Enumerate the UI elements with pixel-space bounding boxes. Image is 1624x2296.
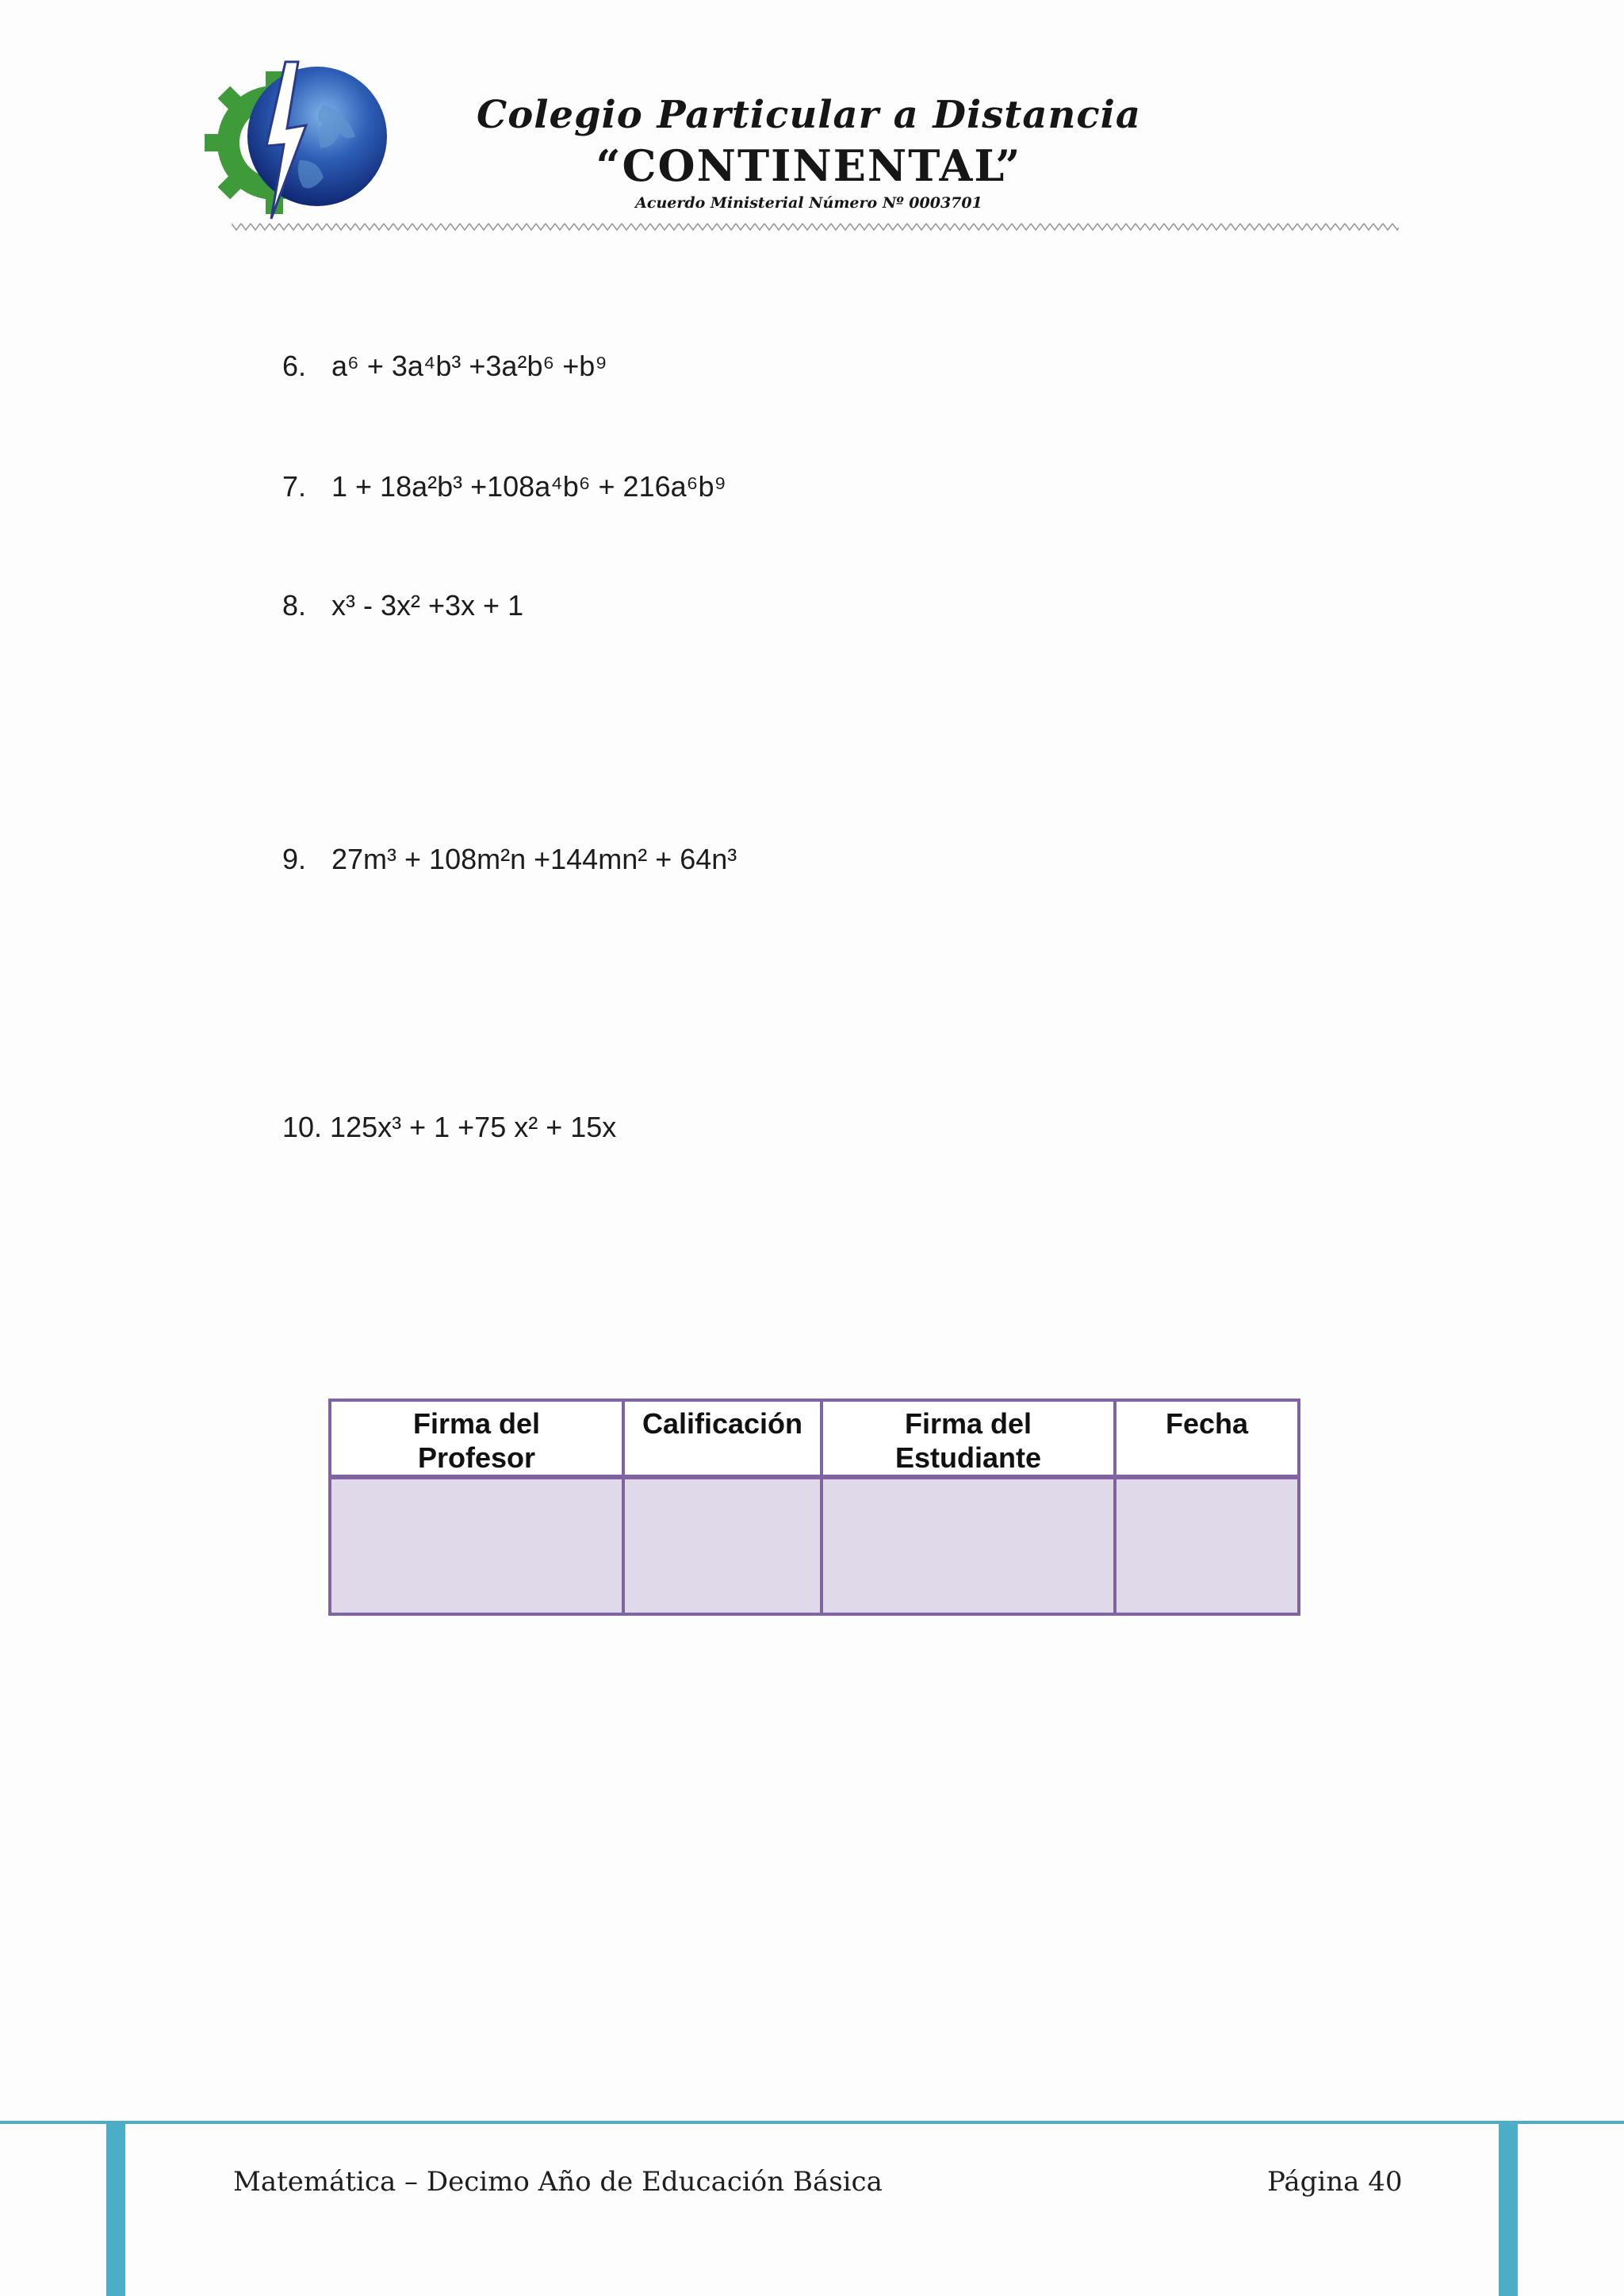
school-logo — [205, 57, 392, 224]
exercise-item — [282, 588, 523, 623]
header-teacher-signature — [330, 1400, 623, 1477]
school-header — [476, 91, 1142, 213]
footer-left-bar — [106, 2122, 125, 2296]
exercise-number: 6. — [282, 350, 307, 382]
exercise-number: 8. — [282, 589, 307, 622]
exercise-item — [282, 842, 737, 877]
exercise-number: 10. — [282, 1111, 323, 1143]
exercise-expression: 125x³ + 1 +75 x² + 15x — [330, 1111, 617, 1143]
ministerial-agreement: Acuerdo Ministerial Número Nº 0003701 — [635, 194, 982, 212]
exercise-item — [282, 469, 726, 504]
exercise-expression: a⁶ + 3a⁴b³ +3a²b⁶ +b⁹ — [331, 350, 607, 382]
table-row — [330, 1477, 1299, 1614]
footer-divider — [0, 2121, 1624, 2124]
header-line: Firma del — [412, 1407, 541, 1440]
exercise-number: 9. — [282, 843, 307, 875]
footer-subject: Matemática – Decimo Año de Educación Básica — [233, 2166, 883, 2198]
header-date — [1115, 1400, 1299, 1477]
header-line: Calificación — [642, 1407, 803, 1440]
grade-cell — [623, 1477, 822, 1614]
header-line: Fecha — [1165, 1407, 1249, 1440]
date-cell — [1115, 1477, 1299, 1614]
exercise-expression: x³ - 3x² +3x + 1 — [331, 589, 524, 622]
school-name: Colegio Particular a Distancia — [476, 93, 1141, 137]
exercise-expression: 1 + 18a²b³ +108a⁴b⁶ + 216a⁶b⁹ — [331, 470, 726, 503]
header-line: Profesor — [417, 1441, 536, 1474]
exercise-number: 7. — [282, 470, 307, 503]
student-signature-cell — [822, 1477, 1115, 1614]
header-divider — [232, 220, 1399, 233]
page-number: Página 40 — [1267, 2166, 1403, 2198]
header-line: Estudiante — [894, 1441, 1042, 1474]
table-header-row — [330, 1400, 1299, 1477]
school-brand: “CONTINENTAL” — [596, 140, 1022, 191]
exercise-expression: 27m³ + 108m²n +144mn² + 64n³ — [331, 843, 737, 875]
teacher-signature-cell — [330, 1477, 623, 1614]
exercise-item — [282, 349, 607, 384]
footer-right-bar — [1499, 2122, 1518, 2296]
exercise-item — [282, 1110, 616, 1145]
header-grade — [623, 1400, 822, 1477]
header-line: Firma del — [904, 1407, 1032, 1440]
signature-table — [328, 1399, 1300, 1616]
header-student-signature — [822, 1400, 1115, 1477]
